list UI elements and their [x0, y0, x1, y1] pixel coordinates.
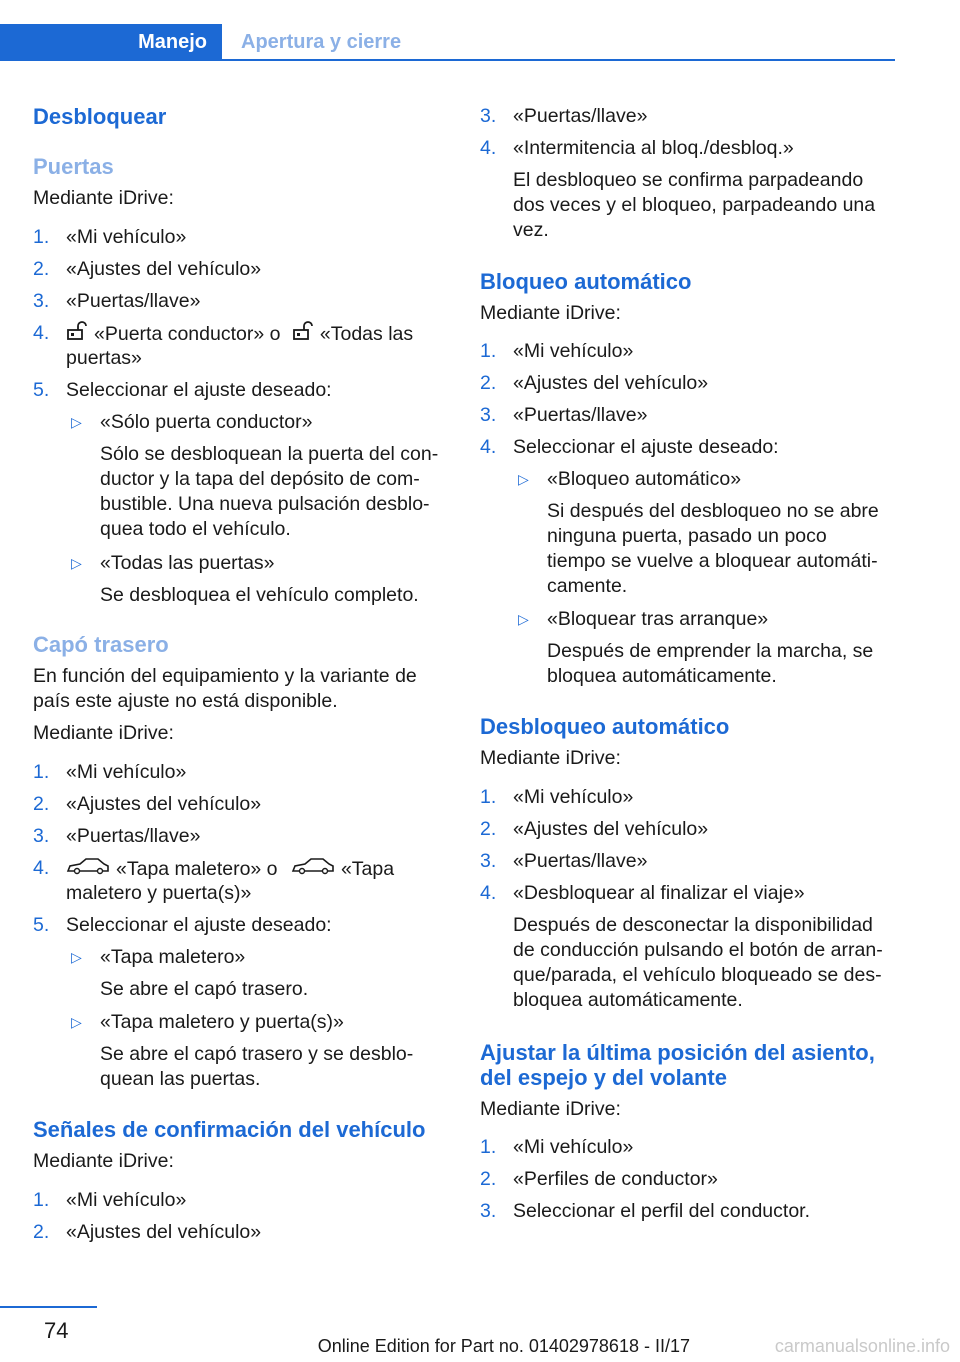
list-item: «Mi vehículo» [66, 226, 187, 248]
idrive-label: Mediante iDrive: [33, 722, 174, 744]
list-number: 2. [33, 793, 50, 815]
option-desc-line: ninguna puerta, pasado un poco [547, 525, 827, 547]
list-item: «Ajustes del vehículo» [66, 793, 262, 815]
car-trunk-icon [291, 856, 335, 884]
option-desc-line: ductor y la tapa del depósito de com- [100, 468, 420, 490]
list-item: «Intermitencia al bloq./desbloq.» [513, 137, 794, 159]
list-number: 3. [33, 290, 50, 312]
all-doors-label: «Todas las [319, 322, 414, 345]
list-item: «Mi vehículo» [513, 1136, 634, 1158]
door-driver-label: «Puerta conductor» o [94, 322, 281, 345]
header-tab-apertura[interactable]: Apertura y cierre [241, 31, 402, 53]
option-title: «Bloquear tras arranque» [547, 608, 769, 630]
header-tab-manejo[interactable]: Manejo [0, 24, 222, 61]
list-item: Seleccionar el ajuste deseado: [66, 379, 332, 401]
list-number: 3. [480, 105, 497, 127]
bullet-icon: ▷ [71, 414, 82, 430]
idrive-label: Mediante iDrive: [480, 1098, 621, 1120]
list-number: 2. [480, 1168, 497, 1190]
list-item: «Puertas/llave» [513, 404, 648, 426]
option-title: «Tapa maletero» [100, 946, 246, 968]
list-number: 2. [480, 818, 497, 840]
option-desc-line: camente. [547, 575, 628, 597]
option-desc-line: bustible. Una nueva pulsación desblo- [100, 493, 430, 515]
list-item [66, 856, 394, 884]
heading-ajustar-line: Ajustar la última posición del asiento, [480, 1040, 875, 1065]
list-number: 3. [480, 1200, 497, 1222]
list-number: 1. [480, 786, 497, 808]
list-item: «Puertas/llave» [513, 105, 648, 127]
heading-desbloquear: Desbloquear [33, 104, 167, 129]
option-desc-line: Si después del desbloqueo no se abre [547, 500, 879, 522]
heading-puertas: Puertas [33, 154, 114, 179]
list-item: Seleccionar el ajuste deseado: [66, 914, 332, 936]
option-desc-line: quea todo el vehículo. [100, 518, 291, 540]
list-item: «Puertas/llave» [513, 850, 648, 872]
list-number: 2. [33, 1221, 50, 1243]
heading-ajustar-line: del espejo y del volante [480, 1065, 727, 1090]
list-number: 3. [480, 404, 497, 426]
list-number: 5. [33, 379, 50, 401]
option-desc-line: Sólo se desbloquean la puerta del con- [100, 443, 439, 465]
idrive-label: Mediante iDrive: [480, 302, 621, 324]
list-item [66, 321, 413, 349]
bullet-icon: ▷ [518, 611, 529, 627]
bullet-icon: ▷ [71, 555, 82, 571]
list-number: 4. [480, 882, 497, 904]
capo-note-line: país este ajuste no está disponible. [33, 690, 338, 712]
trunk-doors-label: «Tapa [340, 857, 395, 880]
list-number: 4. [480, 436, 497, 458]
list-item: «Ajustes del vehículo» [513, 818, 709, 840]
list-number: 4. [33, 322, 50, 344]
door-unlock-icon [66, 321, 88, 349]
list-number: 1. [33, 761, 50, 783]
trunk-label: «Tapa maletero» o [116, 857, 278, 880]
option-title: «Tapa maletero y puerta(s)» [100, 1011, 344, 1033]
list-number: 1. [33, 1189, 50, 1211]
list-number: 1. [33, 226, 50, 248]
list-item: «Desbloquear al finalizar el viaje» [513, 882, 805, 904]
heading-senales: Señales de confirmación del vehículo [33, 1117, 426, 1142]
desc-line: dos veces y el bloqueo, parpadeando una [513, 194, 876, 216]
list-item: «Mi vehículo» [66, 1189, 187, 1211]
list-number: 2. [33, 258, 50, 280]
header-rule [222, 59, 895, 61]
bullet-icon: ▷ [71, 949, 82, 965]
option-desc-line: quean las puertas. [100, 1068, 261, 1090]
list-item-continuation: puertas» [66, 347, 142, 369]
list-item: «Ajustes del vehículo» [66, 1221, 262, 1243]
list-number: 4. [33, 857, 50, 879]
option-desc-line: tiempo se vuelve a bloquear automáti- [547, 550, 878, 572]
list-item: «Mi vehículo» [66, 761, 187, 783]
list-number: 5. [33, 914, 50, 936]
list-number: 3. [33, 825, 50, 847]
desc-line: que/parada, el vehículo bloqueado se des- [513, 964, 882, 986]
heading-bloqueo-automatico: Bloqueo automático [480, 269, 692, 294]
option-desc-line: Se abre el capó trasero. [100, 978, 309, 1000]
capo-note-line: En función del equipamiento y la variante de [33, 665, 417, 687]
list-item: «Ajustes del vehículo» [66, 258, 262, 280]
list-item: «Ajustes del vehículo» [513, 372, 709, 394]
list-number: 1. [480, 340, 497, 362]
list-item: Seleccionar el ajuste deseado: [513, 436, 779, 458]
option-title: «Todas las puertas» [100, 552, 275, 574]
page-header [0, 24, 895, 61]
idrive-label: Mediante iDrive: [33, 1150, 174, 1172]
car-trunk-icon [66, 856, 110, 884]
heading-capo-trasero: Capó trasero [33, 632, 169, 657]
bullet-icon: ▷ [518, 471, 529, 487]
list-item: «Puertas/llave» [66, 825, 201, 847]
list-number: 2. [480, 372, 497, 394]
desc-line: El desbloqueo se confirma parpadeando [513, 169, 864, 191]
list-item: «Puertas/llave» [66, 290, 201, 312]
list-number: 4. [480, 137, 497, 159]
footer-rule [0, 1306, 97, 1308]
desc-line: Después de desconectar la disponibilidad [513, 914, 873, 936]
footer-edition: Online Edition for Part no. 01402978618 - II/17 [317, 1336, 690, 1356]
option-desc-line: Se abre el capó trasero y se desblo- [100, 1043, 414, 1065]
list-number: 1. [480, 1136, 497, 1158]
bullet-icon: ▷ [71, 1014, 82, 1030]
idrive-label: Mediante iDrive: [480, 747, 621, 769]
list-item: «Perfiles de conductor» [513, 1168, 718, 1190]
list-number: 3. [480, 850, 497, 872]
option-title: «Bloqueo automático» [547, 468, 742, 490]
option-desc-line: bloquea automáticamente. [547, 665, 777, 687]
desc-line: vez. [513, 219, 549, 241]
list-item: «Mi vehículo» [513, 340, 634, 362]
watermark: carmanualsonline.info [774, 1336, 950, 1356]
list-item: «Mi vehículo» [513, 786, 634, 808]
list-item: Seleccionar el perfil del conductor. [513, 1200, 811, 1222]
desc-line: de conducción pulsando el botón de arran- [513, 939, 883, 961]
desc-line: bloquea automáticamente. [513, 989, 743, 1011]
heading-desbloqueo-automatico: Desbloqueo automático [480, 714, 730, 739]
option-title: «Sólo puerta conductor» [100, 411, 313, 433]
option-desc-line: Se desbloquea el vehículo completo. [100, 584, 419, 606]
list-item-continuation: maletero y puerta(s)» [66, 882, 252, 904]
option-desc-line: Después de emprender la marcha, se [547, 640, 874, 662]
page-number: 74 [44, 1318, 69, 1343]
idrive-label: Mediante iDrive: [33, 187, 174, 209]
door-unlock-icon [292, 321, 314, 349]
